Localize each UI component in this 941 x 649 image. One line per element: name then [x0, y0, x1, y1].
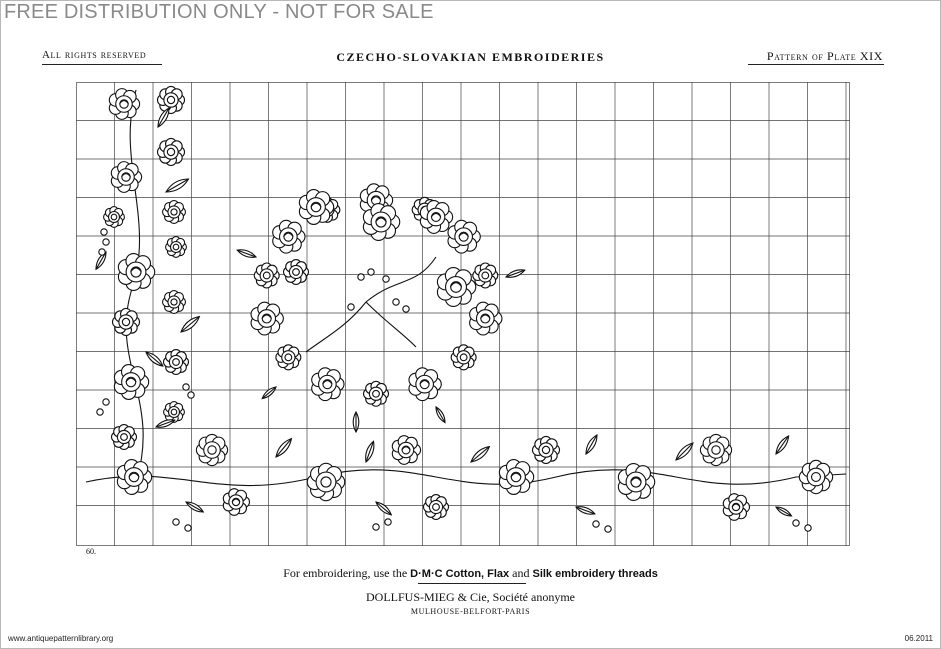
flower-motif [112, 308, 139, 335]
instruction-prefix: For embroidering, use the [283, 566, 411, 580]
stem-line [306, 302, 366, 352]
leaf-motif [366, 441, 374, 462]
flower-motif [157, 86, 184, 113]
berry-motif [393, 299, 399, 305]
leaf-motif [237, 250, 256, 257]
berry-motif [101, 229, 107, 235]
berry-motif [403, 306, 409, 312]
flower-motif [196, 434, 227, 465]
instruction-brand-cotton-flax: D·M·C Cotton, Flax [410, 568, 510, 580]
flower-motif [448, 220, 480, 253]
flower-motif [409, 368, 441, 401]
leaf-motif [506, 270, 525, 277]
flower-motif [118, 254, 154, 291]
flower-motif [618, 464, 654, 501]
flower-motif [163, 291, 186, 314]
flower-motif [104, 207, 125, 228]
flower-motif [111, 162, 141, 193]
leaf-motif [776, 436, 789, 454]
source-url[interactable]: www.antiquepatternlibrary.org [8, 634, 114, 643]
leaf-motif [156, 420, 175, 427]
flower-motif [312, 368, 344, 401]
watermark: FREE DISTRIBUTION ONLY - NOT FOR SALE [4, 1, 434, 23]
flower-motif [307, 463, 344, 500]
flower-motif [451, 345, 476, 370]
pattern-grid [76, 82, 850, 546]
berry-motif [103, 399, 109, 405]
flower-motif [254, 263, 279, 288]
flower-motif [117, 460, 151, 495]
leaf-motif [146, 352, 163, 366]
company-address: MULHOUSE-BELFORT-PARIS [410, 607, 531, 616]
flower-motif [112, 425, 137, 450]
berry-motif [593, 521, 599, 527]
plate-number: 60. [86, 547, 96, 556]
flower-motif [164, 350, 189, 375]
berry-motif [173, 519, 179, 525]
berry-motif [373, 524, 379, 530]
page-title: CZECHO-SLOVAKIAN EMBROIDERIES [336, 50, 605, 64]
flower-motif [114, 365, 148, 400]
flower-motif [424, 495, 449, 520]
floral-motifs [86, 86, 846, 532]
rights-notice: All rights reserved [42, 49, 147, 61]
flower-motif [284, 260, 309, 285]
flower-motif [163, 201, 186, 224]
berry-motif [188, 392, 194, 398]
leaf-motif [576, 507, 595, 514]
flower-motif [392, 436, 420, 465]
flower-motif [532, 436, 559, 463]
berry-motif [183, 384, 189, 390]
berry-motif [805, 525, 811, 531]
flower-motif [157, 138, 184, 165]
berry-motif [385, 519, 391, 525]
leaf-motif [353, 412, 359, 432]
flower-motif [273, 220, 305, 253]
berry-motif [97, 409, 103, 415]
berry-motif [368, 269, 374, 275]
flower-motif [164, 402, 185, 423]
berry-motif [99, 249, 105, 255]
company-name: DOLLFUS-MIEG & Cie, Société anonyme [366, 590, 575, 604]
berry-motif [103, 239, 109, 245]
flower-motif [276, 345, 301, 370]
leaf-motif [586, 435, 597, 454]
flower-motif [364, 381, 389, 406]
leaf-motif [436, 407, 445, 423]
flower-motif [499, 460, 533, 495]
leaf-motif [181, 317, 199, 332]
thread-instruction [0, 566, 941, 581]
instruction-brand-silk: Silk embroidery threads [532, 568, 658, 580]
flower-motif [473, 263, 498, 288]
flower-motif [700, 434, 731, 465]
instruction-middle: and [509, 566, 533, 580]
grid-border [77, 83, 850, 546]
pattern-svg [76, 82, 850, 546]
flower-motif [723, 494, 749, 521]
flower-motif [470, 302, 502, 335]
leaf-motif [166, 179, 189, 192]
berry-motif [185, 525, 191, 531]
flower-motif [437, 268, 475, 307]
berry-motif [348, 304, 354, 310]
stem-line [86, 470, 846, 486]
leaf-motif [776, 507, 792, 516]
leaf-motif [276, 439, 291, 457]
flower-motif [223, 489, 249, 516]
leaf-motif [471, 447, 489, 462]
berry-motif [383, 276, 389, 282]
berry-motif [605, 526, 611, 532]
header-rule-right [748, 64, 884, 65]
flower-motif [299, 190, 333, 225]
stem-line [366, 257, 436, 302]
instruction-rule [418, 583, 526, 584]
leaf-motif [186, 502, 203, 512]
leaf-motif [676, 443, 693, 460]
berry-motif [358, 274, 364, 280]
scan-date: 06.2011 [904, 634, 933, 643]
embroidery-pattern-plate [76, 82, 850, 546]
leaf-motif [262, 387, 276, 399]
flower-motif [109, 89, 139, 120]
flower-motif [251, 302, 283, 335]
plate-reference: Pattern of Plate XIX [766, 49, 883, 63]
flower-motif [799, 460, 832, 493]
flower-motif [166, 237, 187, 258]
berry-motif [793, 520, 799, 526]
